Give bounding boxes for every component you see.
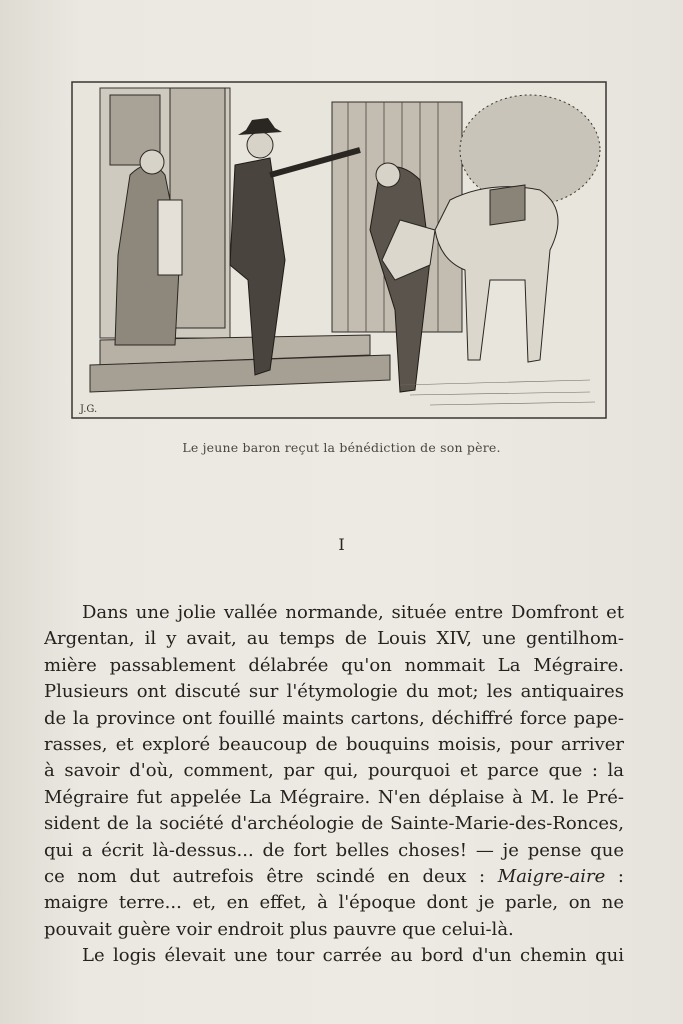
text-line: Le logis élevait une tour carrée au bord d'un chemin qui: [82, 945, 624, 967]
chapter-number: I: [338, 535, 345, 554]
italic-term: Maigre-aire: [497, 865, 606, 887]
line-part: :: [605, 865, 624, 887]
text-line: sident de la société d'archéologie de Sainte-Marie-des-Ronces,: [44, 813, 624, 835]
text-line: mière passablement délabrée qu'on nommait La Mégraire.: [44, 654, 624, 676]
text-line: Mégraire fut appelée La Mégraire. N'en déplaise à M. le Pré-: [44, 786, 624, 808]
text-line: de la province ont fouillé maints cartons, déchiffré force pape-: [44, 707, 624, 729]
text-line: à savoir d'où, comment, par qui, pourquoi et parce que : la: [44, 760, 624, 782]
text-line: pouvait guère voir endroit plus pauvre que celui-là.: [44, 918, 514, 940]
text-line: qui a écrit là-dessus... de fort belles choses! — je pense que: [44, 839, 624, 861]
text-line: Argentan, il y avait, au temps de Louis XIV, une gentilhom-: [44, 628, 624, 650]
text-line: rasses, et exploré beaucoup de bouquins moisis, pour arriver: [44, 733, 624, 755]
text-line: maigre terre... et, en effet, à l'époque dont je parle, on ne: [44, 892, 624, 914]
engraving-illustration: [70, 80, 608, 420]
text-line: Plusieurs ont discuté sur l'étymologie du mot; les antiquaires: [44, 681, 624, 703]
text-line-italic-word: [44, 864, 624, 890]
line-part: ce nom dut autrefois être scindé en deux :: [44, 865, 498, 887]
illustration-signature: J.G.: [80, 404, 98, 415]
illustration-caption: Le jeune baron reçut la bénédiction de son père.: [182, 440, 501, 455]
body-text: [44, 600, 624, 969]
text-line: Dans une jolie vallée normande, située entre Domfront et: [82, 602, 624, 623]
